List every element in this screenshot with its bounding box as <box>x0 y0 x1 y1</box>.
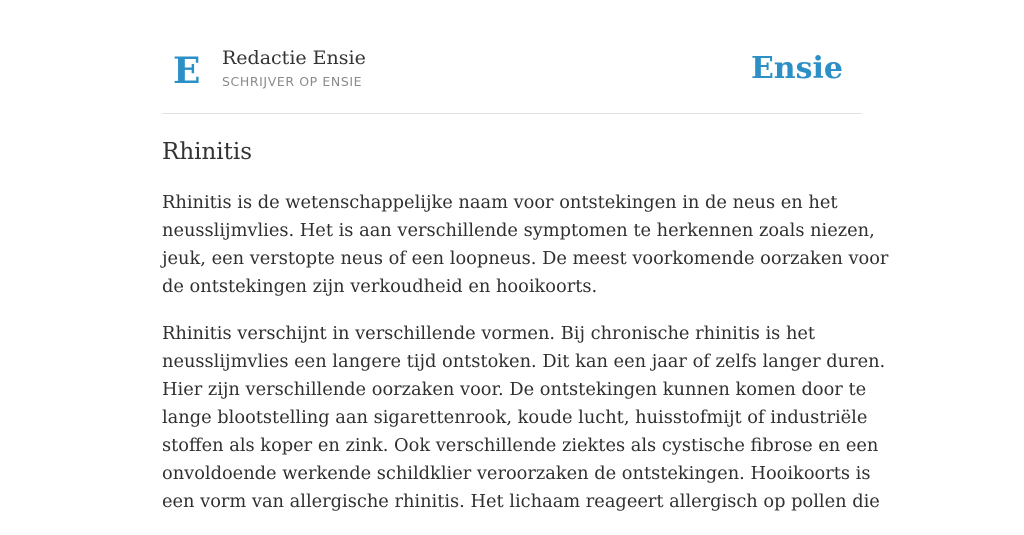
text-line: de ontstekingen zijn verkoudheid en hooikoorts. <box>162 276 598 297</box>
text-line: neusslijmvlies een langere tijd ontstoken. Dit kan een jaar of zelfs langer duren. <box>162 351 886 372</box>
paragraph <box>162 189 889 301</box>
article-body <box>162 189 889 535</box>
ensie-brand-logo[interactable]: Ensie <box>750 51 843 86</box>
text-line: Rhinitis verschijnt in verschillende vormen. Bij chronische rhinitis is het <box>162 323 816 344</box>
text-line: Hier zijn verschillende oorzaken voor. De ontstekingen kunnen komen door te <box>162 379 867 400</box>
ensie-logo-mark[interactable]: E <box>173 50 201 92</box>
text-line: lange blootstelling aan sigarettenrook, koude lucht, huisstofmijt of industriële <box>162 407 868 428</box>
author-header <box>162 0 862 114</box>
author-name[interactable]: Redactie Ensie <box>222 47 366 69</box>
text-line: jeuk, een verstopte neus of een loopneus. De meest voorkomende oorzaken voor <box>162 248 889 269</box>
text-line: Rhinitis is de wetenschappelijke naam voor ontstekingen in de neus en het <box>162 192 838 213</box>
article-title: Rhinitis <box>162 139 253 165</box>
text-line: onvoldoende werkende schildklier veroorzaken de ontstekingen. Hooikoorts is <box>162 463 871 484</box>
text-line: stoffen als koper en zink. Ook verschillende ziektes als cystische fibrose en een <box>162 435 879 456</box>
text-line: een vorm van allergische rhinitis. Het lichaam reageert allergisch op pollen die <box>162 491 880 512</box>
article-page <box>162 0 889 512</box>
author-role: SCHRIJVER OP ENSIE <box>222 74 363 89</box>
text-line: neusslijmvlies. Het is aan verschillende symptomen te herkennen zoals niezen, <box>162 220 875 241</box>
paragraph <box>162 320 886 516</box>
